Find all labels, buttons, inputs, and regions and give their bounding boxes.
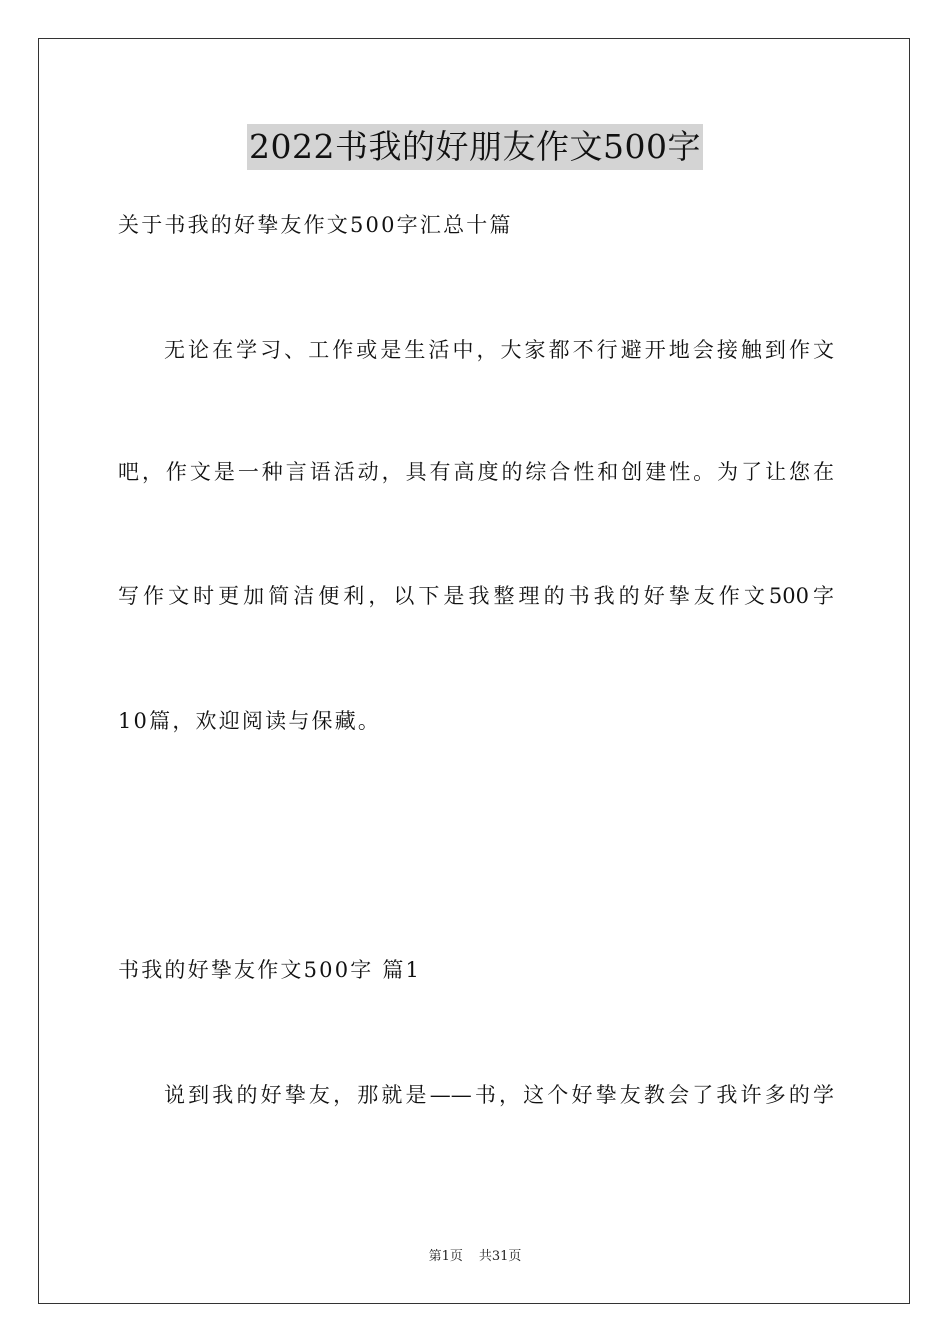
section-line-1: 说到我的好挚友，那就是——书，这个好挚友教会了我许多的学 (164, 1083, 834, 1107)
intro-line-2: 吧，作文是一种言语活动，具有高度的综合性和创建性。为了让您在 (118, 460, 834, 484)
document-subtitle: 关于书我的好挚友作文500字汇总十篇 (118, 213, 513, 237)
section-heading: 书我的好挚友作文500字 篇1 (118, 958, 422, 982)
intro-line-4: 10篇，欢迎阅读与保藏。 (118, 709, 382, 733)
page-number-current: 第1页 (428, 1249, 463, 1264)
title-container (0, 124, 950, 170)
intro-line-3: 写作文时更加简洁便利，以下是我整理的书我的好挚友作文500字 (118, 584, 834, 608)
document-title: 2022书我的好朋友作文500字 (247, 124, 703, 170)
intro-line-1: 无论在学习、工作或是生活中，大家都不行避开地会接触到作文 (164, 338, 834, 362)
page-number-total: 共31页 (478, 1249, 522, 1264)
page-footer (0, 1248, 950, 1266)
